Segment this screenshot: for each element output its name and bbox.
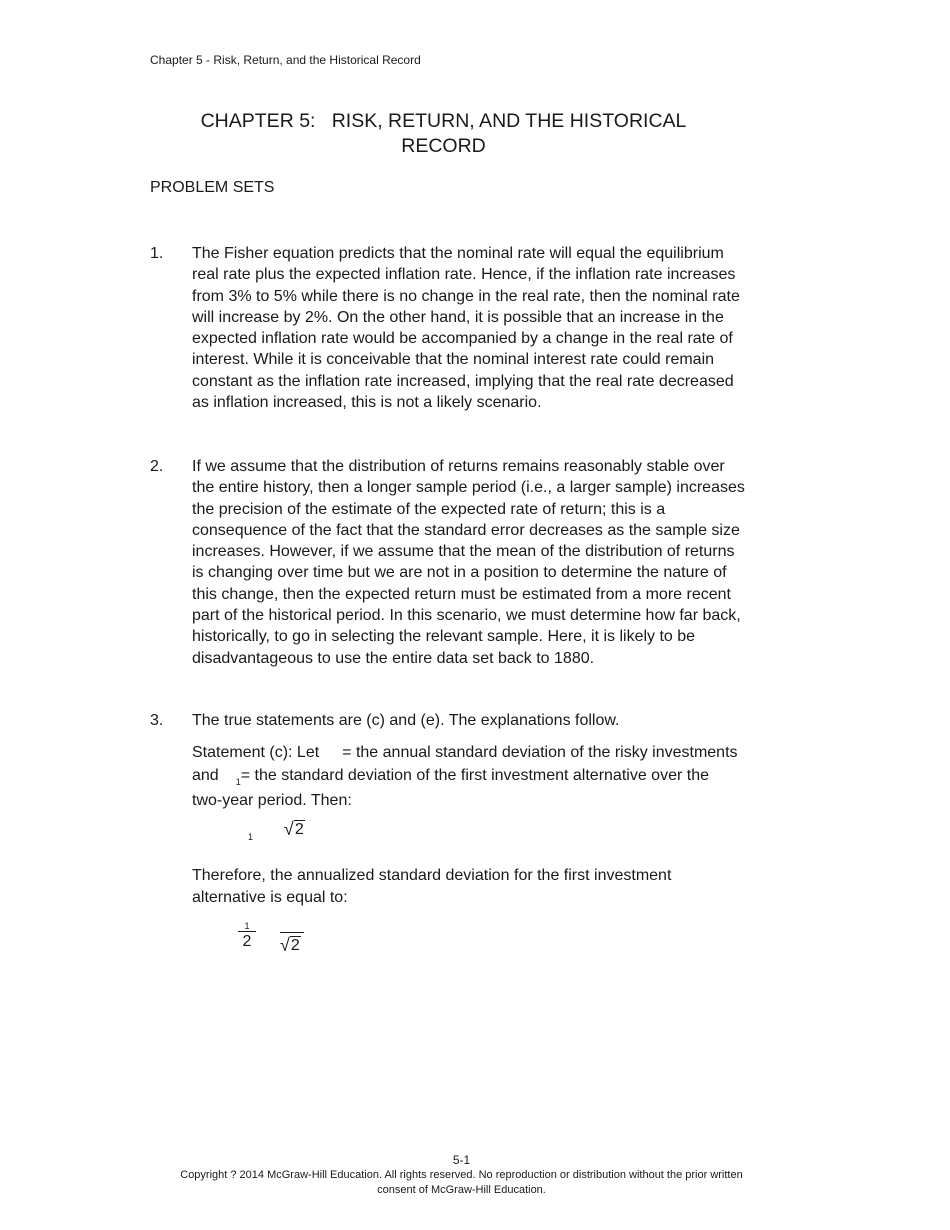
chapter-title-line-2: RECORD bbox=[401, 135, 486, 157]
fraction-denominator: 2 bbox=[242, 933, 252, 950]
text-line: historically, to go in selecting the relevant sample. Here, it is likely to be bbox=[192, 628, 696, 646]
equation-1-subscript: 1 bbox=[248, 832, 254, 842]
sigma1-definition: = the standard deviation of the first investment alternative over the bbox=[240, 767, 709, 785]
text-line: disadvantageous to use the entire data set back to 1880. bbox=[192, 649, 595, 667]
text-line: will increase by 2%. On the other hand, it is possible that an increase in the bbox=[192, 308, 724, 326]
copyright-line-1: Copyright ? 2014 McGraw-Hill Education. All rights reserved. No reproduction or distribution without the prior written bbox=[180, 1169, 743, 1181]
text-line: this change, then the expected return must be estimated from a more recent bbox=[192, 585, 731, 603]
radical-icon: √ bbox=[283, 819, 294, 839]
problem-number: 1. bbox=[150, 245, 164, 262]
subscript-1: 1 bbox=[235, 777, 241, 788]
page-footer bbox=[150, 1153, 773, 1198]
text-line: the precision of the estimate of the expected rate of return; this is a bbox=[192, 500, 666, 518]
statement-c-line-3: two-year period. Then: bbox=[192, 792, 352, 810]
text-line: interest. While it is conceivable that the nominal interest rate could remain bbox=[192, 351, 715, 369]
text-line: is changing over time but we are not in a position to determine the nature of bbox=[192, 564, 727, 582]
sqrt-symbol bbox=[280, 936, 301, 955]
problem-number: 3. bbox=[150, 712, 164, 729]
intro-line: The true statements are (c) and (e). The explanations follow. bbox=[192, 712, 620, 729]
copyright-line-2: consent of McGraw-Hill Education. bbox=[377, 1184, 546, 1196]
equation-2 bbox=[238, 921, 300, 955]
fraction-bar bbox=[280, 932, 304, 933]
problem-body bbox=[192, 710, 810, 908]
sqrt-symbol bbox=[284, 820, 305, 839]
text-line: The Fisher equation predicts that the nominal rate will equal the equilibrium bbox=[192, 245, 724, 262]
problem-body bbox=[192, 456, 810, 669]
therefore-line-2: alternative is equal to: bbox=[192, 888, 348, 906]
running-header: Chapter 5 - Risk, Return, and the Historical Record bbox=[150, 53, 421, 67]
equation-1 bbox=[248, 820, 305, 840]
chapter-title-line-1: CHAPTER 5: RISK, RETURN, AND THE HISTORICAL bbox=[200, 110, 687, 132]
statement-c-line-1 bbox=[192, 741, 810, 764]
problem-1 bbox=[150, 243, 810, 413]
text-line: real rate plus the expected inflation rate. Hence, if the inflation rate increases bbox=[192, 266, 736, 284]
statement-c-definition: = the annual standard deviation of the risky investments bbox=[342, 744, 738, 762]
text-line: as inflation increased, this is not a likely scenario. bbox=[192, 394, 542, 412]
text-line: the entire history, then a longer sample period (i.e., a larger sample) increases bbox=[192, 479, 745, 497]
text-line: increases. However, if we assume that the mean of the distribution of returns bbox=[192, 543, 735, 561]
statement-c-label: Statement (c): Let bbox=[192, 744, 320, 762]
therefore-line-1: Therefore, the annualized standard deviation for the first investment bbox=[192, 867, 672, 885]
text-line: consequence of the fact that the standard error decreases as the sample size bbox=[192, 521, 740, 539]
problem-number: 2. bbox=[150, 458, 164, 475]
text-line: If we assume that the distribution of returns remains reasonably stable over bbox=[192, 458, 725, 475]
radicand: 2 bbox=[294, 821, 304, 838]
radical-icon: √ bbox=[280, 935, 290, 955]
fraction bbox=[238, 922, 256, 952]
page-number: 5-1 bbox=[452, 1153, 471, 1167]
section-title: PROBLEM SETS bbox=[150, 179, 275, 196]
statement-c-line-2 bbox=[192, 764, 810, 789]
and-word: and bbox=[192, 767, 219, 785]
text-line: constant as the inflation rate increased, implying that the real rate decreased bbox=[192, 372, 734, 390]
problem-body bbox=[192, 243, 810, 413]
text-line: part of the historical period. In this scenario, we must determine how far back, bbox=[192, 607, 741, 625]
problem-3 bbox=[150, 710, 810, 908]
chapter-title bbox=[150, 109, 737, 159]
radicand: 2 bbox=[290, 937, 300, 954]
text-line: from 3% to 5% while there is no change in the real rate, then the nominal rate bbox=[192, 287, 740, 305]
problem-2 bbox=[150, 456, 810, 669]
text-line: expected inflation rate would be accompanied by a change in the real rate of bbox=[192, 330, 733, 348]
fraction-numerator: 1 bbox=[238, 922, 256, 932]
